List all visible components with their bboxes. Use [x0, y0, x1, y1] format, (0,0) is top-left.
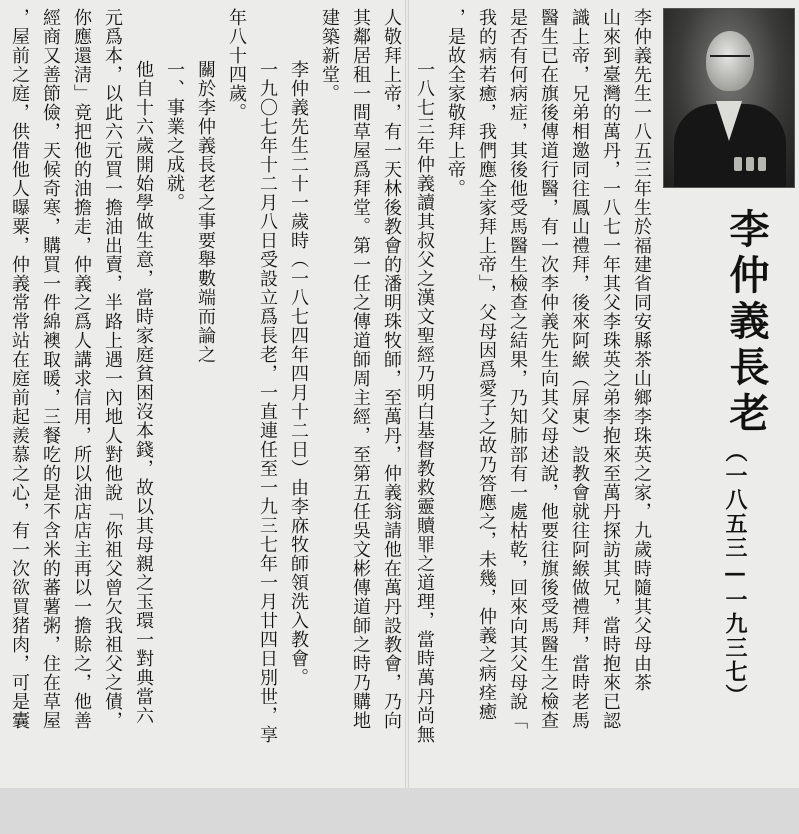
text-column: 李仲義先生一八五三年生於福建省同安縣茶山鄉李珠英之家，九歲時隨其父母由茶 — [631, 8, 652, 692]
portrait-photo — [663, 8, 795, 188]
text-column: ，是故全家敬拜上帝。 — [445, 8, 466, 198]
text-column: 人敬拜上帝，有一天林後教會的潘明珠牧師，至萬丹，仲義翁請他在萬丹設教會，乃向 — [381, 8, 402, 730]
text-column: ，屋前之庭，供借他人曝粟，仲義常常站在庭前起羨慕之心，有一次欲買猪肉，可是囊 — [9, 8, 30, 730]
text-column: 關於李仲義長老之事要舉數端而論之 — [195, 60, 216, 364]
text-column: 元爲本，以此六元買一擔油出賣，半路上遇一內地人對他說「你祖父曾欠我祖父之債， — [102, 8, 123, 730]
text-column: 一、事業之成就。 — [164, 60, 185, 212]
article-dates: （一八五三—一九三七） — [722, 440, 748, 708]
article-title: 李仲義長老 — [723, 208, 769, 438]
text-column: 醫生已在旗後傳道行醫，有一次李仲義先生向其父母述說，他要往旗後受馬醫生之檢查 — [538, 8, 559, 730]
text-column: 一八七三年仲義讀其叔父之漢文聖經乃明白基督教救靈贖罪之道理，當時萬丹尚無 — [414, 60, 435, 744]
text-column: 識上帝，兄弟相邀同往鳳山禮拜，後來阿緱（屏東）設教會就往阿緱做禮拜，當時老馬 — [569, 8, 590, 730]
text-column: 建築新堂。 — [319, 8, 340, 103]
text-column: 一九〇七年十二月八日受設立爲長老，一直連任至一九三七年一月廿四日別世，享 — [257, 60, 278, 744]
text-column: 年八十四歲。 — [226, 8, 247, 122]
text-column: 他自十六歲開始學做生意，當時家庭貧困沒本錢，故以其母親之玉環一對典當六 — [133, 60, 154, 725]
text-column: 是否有何病症，其後他受馬醫生檢查之結果，乃知肺部有一處枯乾，回來向其父母說「 — [507, 8, 528, 730]
text-column: 經商又善節儉，天候奇寒，購買一件綿襖取暖，三餐吃的是不含米的蕃薯粥，住在草屋 — [40, 8, 61, 730]
text-column: 山來到臺灣的萬丹，一八七一年其父李珠英之弟李抱來至萬丹探訪其兄，當時抱來已認 — [600, 8, 621, 730]
page-fold — [405, 0, 409, 788]
text-column: 李仲義先生二十一歲時（一八七四年四月十二日）由李庥牧師領洗入教會。 — [288, 60, 309, 687]
text-column: 我的病若癒，我們應全家拜上帝」，父母因爲愛子之故乃答應之，未幾，仲義之病痊癒 — [476, 8, 497, 721]
text-column: 你應還淸」竟把他的油擔走，仲義之爲人講求信用，所以油店店主再以一擔賒之，他善 — [71, 8, 92, 730]
text-column: 其鄰居租一間草屋爲拜堂。第一任之傳道師周主經，至第五任吳文彬傳道師之時乃購地 — [350, 8, 371, 730]
